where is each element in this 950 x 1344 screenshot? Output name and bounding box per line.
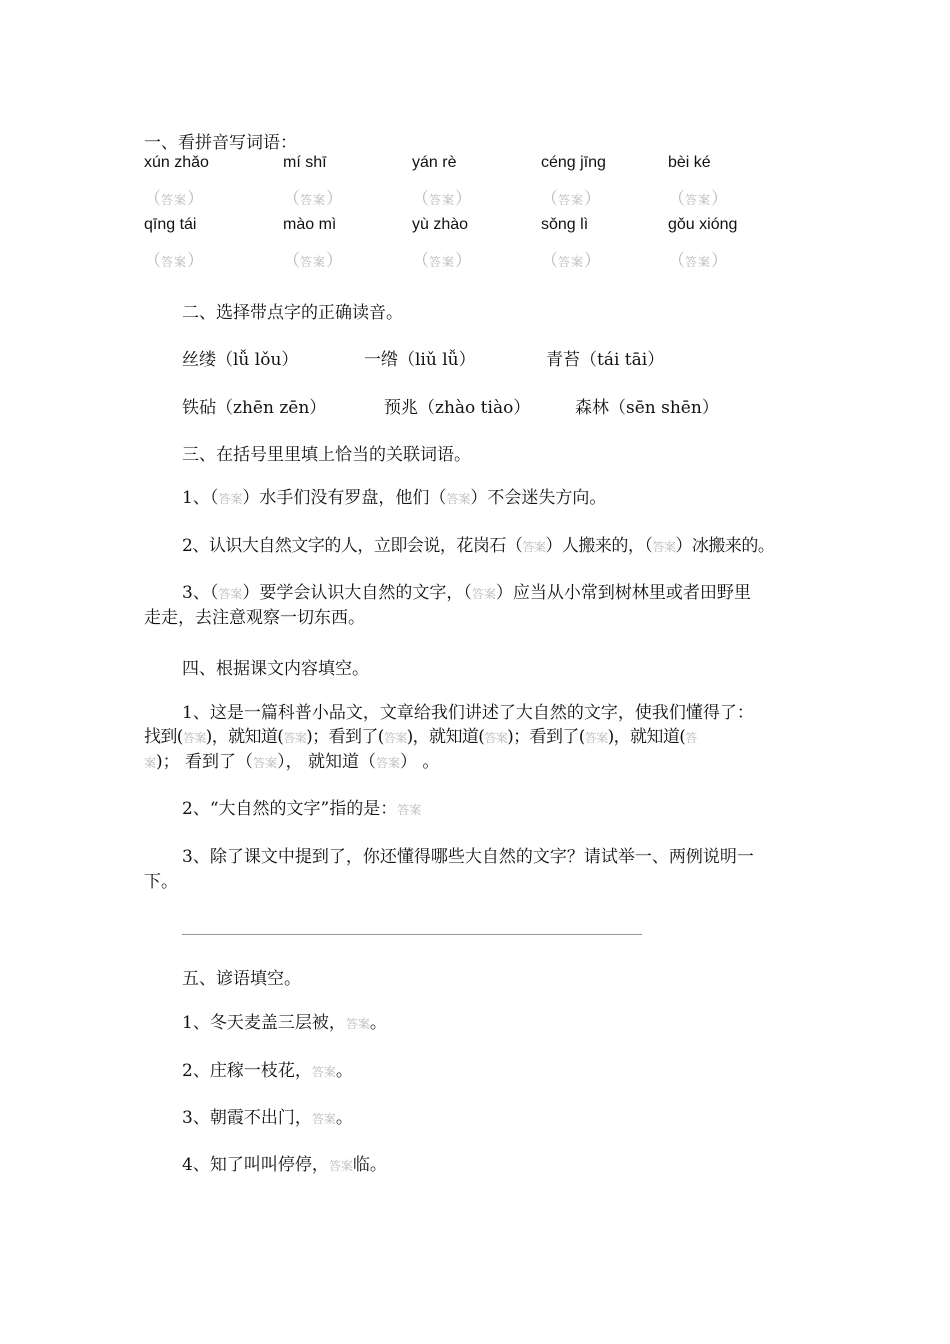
question-4-1-cont2: 案)； 看到了（答案）， 就知道（答案） 。 (144, 752, 440, 772)
pinyin-item: yán rè (412, 154, 457, 171)
answer-field[interactable]: （答案） (541, 251, 602, 271)
proverb-2: 2、庄稼一枝花，答案。 (182, 1061, 353, 1081)
answer-field[interactable]: （答案） (144, 189, 205, 209)
answer-line[interactable] (182, 934, 642, 935)
answer-field[interactable]: （答案） (144, 251, 205, 271)
reading-choice: 铁砧（zhēn zēn） (182, 398, 327, 418)
pinyin-item: qīng tái (144, 216, 197, 233)
pinyin-item: bèi ké (668, 154, 711, 171)
answer-field[interactable]: （答案） (541, 189, 602, 209)
question-3-2: 2、认识大自然文字的人，立即会说，花岗石（答案）人搬来的，（答案）冰搬来的。 (182, 536, 775, 556)
answer-blank[interactable]: 答案 (311, 1112, 336, 1126)
reading-choice: 青苔（tái tāi） (546, 350, 665, 370)
answer-blank[interactable]: 答案 (484, 731, 508, 745)
proverb-4: 4、知了叫叫停停，答案临。 (182, 1155, 387, 1175)
question-3-3-cont: 走走，去注意观察一切东西。 (144, 608, 365, 628)
question-4-2: 2、“大自然的文字”指的是：答案 (182, 799, 422, 819)
answer-blank[interactable]: 答案 (311, 1065, 336, 1079)
answer-blank[interactable]: 答案 (383, 731, 407, 745)
section4-heading: 四、根据课文内容填空。 (182, 659, 369, 679)
answer-field[interactable]: （答案） (283, 189, 344, 209)
answer-blank[interactable]: 答案 (218, 587, 243, 601)
reading-choice: 一绺（liǔ lǚ） (364, 350, 476, 370)
question-4-3-cont: 下。 (144, 872, 178, 892)
section5-heading: 五、谚语填空。 (182, 969, 301, 989)
answer-blank[interactable]: 答案 (446, 492, 471, 506)
answer-blank[interactable]: 答案 (397, 803, 422, 817)
answer-blank[interactable]: 答案 (471, 587, 496, 601)
answer-blank[interactable]: 答案 (345, 1017, 370, 1031)
proverb-1: 1、冬天麦盖三层被，答案。 (182, 1013, 387, 1033)
pinyin-item: yù zhào (412, 216, 469, 233)
answer-field[interactable]: （答案） (283, 251, 344, 271)
answer-blank[interactable]: 答案 (375, 756, 400, 770)
question-4-3: 3、除了课文中提到了，你还懂得哪些大自然的文字？请试举一、两例说明一 (182, 847, 754, 867)
pinyin-item: gǒu xióng (668, 216, 738, 233)
answer-field[interactable]: （答案） (668, 251, 729, 271)
answer-blank[interactable]: 答案 (253, 756, 278, 770)
answer-field[interactable]: （答案） (668, 189, 729, 209)
answer-blank[interactable]: 答案 (328, 1159, 353, 1173)
answer-blank[interactable]: 答案 (652, 540, 676, 554)
pinyin-item: mí shī (283, 154, 327, 171)
answer-blank[interactable]: 答案 (182, 731, 206, 745)
answer-field[interactable]: （答案） (412, 251, 473, 271)
reading-choice: 森林（sēn shēn） (575, 398, 719, 418)
answer-blank[interactable]: 答案 (283, 731, 307, 745)
question-3-3: 3、（答案）要学会认识大自然的文字，（答案）应当从小常到树林里或者田野里 (182, 583, 751, 603)
question-4-1-cont: 找到(答案)，就知道(答案)；看到了(答案)，就知道(答案)；看到了(答案)，就知道(答 (144, 727, 697, 747)
section3-heading: 三、在括号里里填上恰当的关联词语。 (182, 445, 471, 465)
reading-choice: 预兆（zhào tiào） (384, 398, 531, 418)
pinyin-item: sǒng lì (541, 216, 589, 233)
answer-blank[interactable]: 答 (685, 731, 697, 745)
pinyin-item: céng jīng (541, 154, 606, 171)
section1-heading: 一、看拼音写词语： (144, 133, 297, 153)
section2-heading: 二、选择带点字的正确读音。 (182, 303, 403, 323)
pinyin-item: xún zhǎo (144, 154, 209, 171)
reading-choice: 丝缕（lǚ lǒu） (182, 350, 299, 370)
answer-blank[interactable]: 答案 (218, 492, 243, 506)
answer-field[interactable]: （答案） (412, 189, 473, 209)
pinyin-item: mào mì (283, 216, 337, 233)
question-3-1: 1、（答案）水手们没有罗盘，他们（答案）不会迷失方向。 (182, 488, 607, 508)
question-4-1: 1、这是一篇科普小品文，文章给我们讲述了大自然的文字，使我们懂得了： (182, 703, 754, 723)
proverb-3: 3、朝霞不出门，答案。 (182, 1108, 353, 1128)
answer-blank[interactable]: 答案 (584, 731, 608, 745)
answer-blank[interactable]: 答案 (522, 540, 546, 554)
